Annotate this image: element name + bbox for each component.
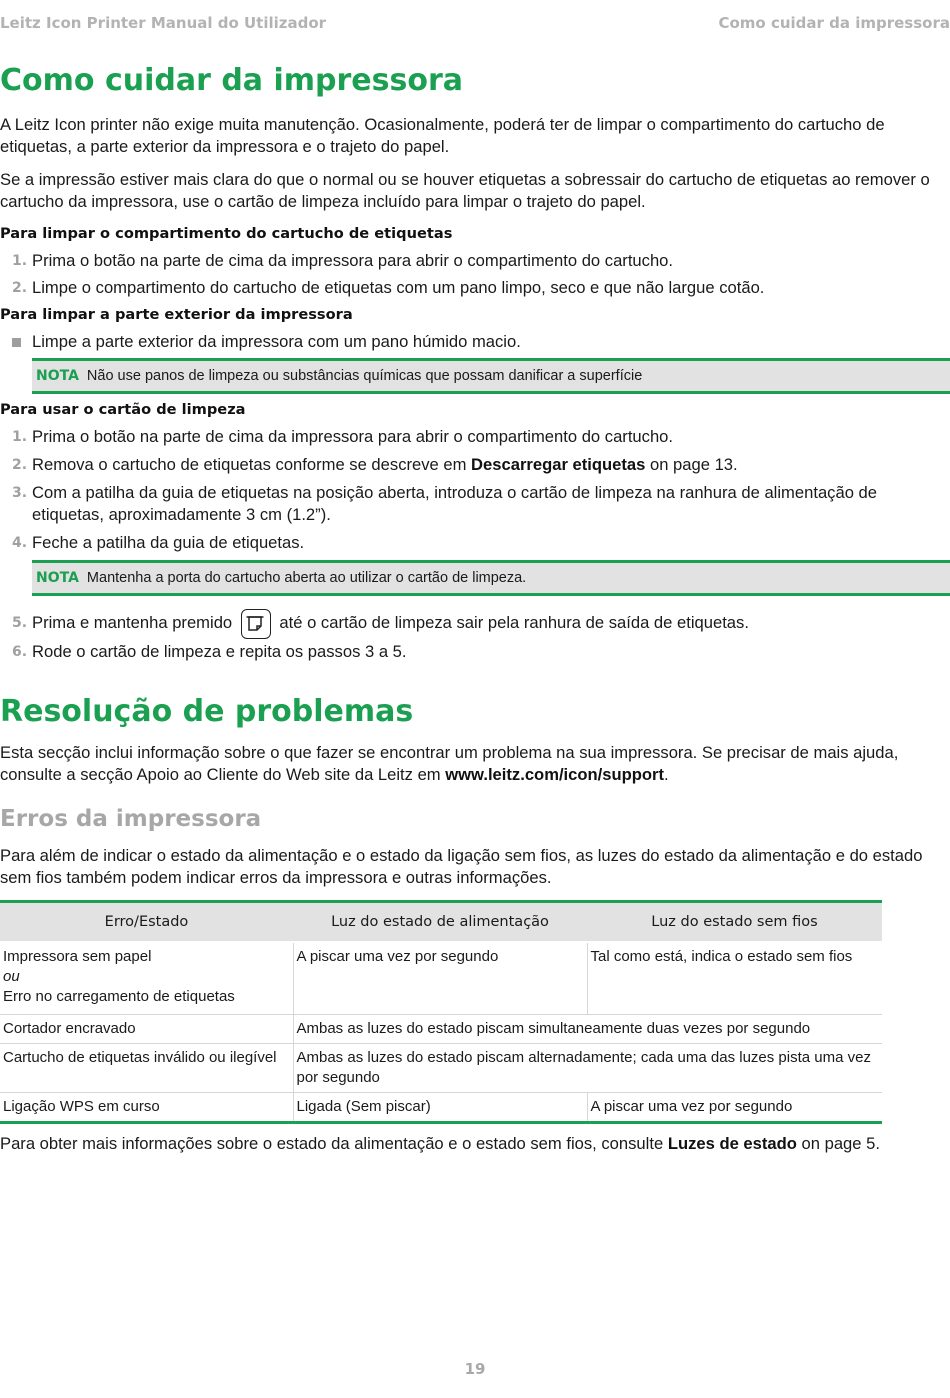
table-row — [0, 1043, 882, 1092]
table-cell-power-light: A piscar uma vez por segundo — [293, 942, 587, 1014]
exterior-bullet-item — [0, 331, 950, 353]
column-header-power-light: Luz do estado de alimentação — [293, 902, 587, 943]
cell-line-or: ou — [3, 968, 20, 985]
square-bullet-icon — [12, 338, 21, 347]
card-step-1 — [0, 426, 950, 448]
link-descarregar-etiquetas[interactable]: Descarregar etiquetas — [471, 455, 646, 474]
step-text: Feche a patilha da guia de etiquetas. — [32, 533, 305, 552]
compartment-step-1 — [0, 250, 950, 272]
table-row — [0, 1014, 882, 1043]
care-section-title: Como cuidar da impressora — [0, 63, 464, 98]
step-number: 6. — [12, 644, 28, 660]
link-support-website[interactable]: www.leitz.com/icon/support — [445, 765, 665, 784]
page-number: 19 — [464, 1360, 486, 1378]
cell-line: Erro no carregamento de etiquetas — [3, 988, 235, 1005]
column-header-wireless-light: Luz do estado sem fios — [587, 902, 882, 943]
troubleshooting-title: Resolução de problemas — [0, 694, 414, 729]
printer-errors-intro: Para além de indicar o estado da alimentação e o estado da ligação sem fios, as luzes do estado da alimentação e do estado sem fios também podem indicar erros da impressora e outras informações. — [0, 846, 923, 887]
card-step-4 — [0, 532, 950, 554]
page-content — [0, 60, 950, 1155]
header-document-title: Leitz Icon Printer Manual do Utilizador — [0, 14, 327, 32]
table-cell-power-light: Ligada (Sem piscar) — [293, 1092, 587, 1122]
step-text: Prima e mantenha premido — [32, 613, 233, 632]
card-step-2 — [0, 454, 950, 476]
table-cell-error: Cartucho de etiquetas inválido ou ilegível — [0, 1043, 293, 1092]
table-cell-error — [0, 942, 293, 1014]
troubleshooting-intro-text: Esta secção inclui informação sobre o que fazer se encontrar um problema na sua impressora. Se precisar de mais ajuda, consulte a secção Apoio ao Cliente do Web site da Leitz em — [0, 743, 899, 784]
table-cell-both-lights: Ambas as luzes do estado piscam simultaneamente duas vezes por segundo — [293, 1014, 882, 1043]
cell-line: Impressora sem papel — [3, 948, 152, 965]
step-text: Limpe o compartimento do cartucho de etiquetas com um pano limpo, seco e que não largue cotão. — [32, 278, 765, 297]
table-cell-both-lights: Ambas as luzes do estado piscam alternadamente; cada uma das luzes pista uma vez por segundo — [293, 1043, 882, 1092]
compartment-step-2 — [0, 277, 950, 299]
compartment-steps — [0, 250, 950, 299]
link-luzes-de-estado[interactable]: Luzes de estado — [667, 1133, 797, 1153]
troubleshooting-intro-end: . — [664, 765, 669, 784]
step-number: 2. — [12, 457, 28, 473]
step-text: Prima o botão na parte de cima da impressora para abrir o compartimento do cartucho. — [32, 251, 674, 270]
table-cell-error: Ligação WPS em curso — [0, 1092, 293, 1122]
table-row — [0, 1092, 882, 1122]
cleaning-card-heading: Para usar o cartão de limpeza — [0, 401, 246, 418]
care-intro-paragraph-2: Se a impressão estiver mais clara do que o normal ou se houver etiquetas a sobressair do cartucho de etiquetas ao remover o cartucho da impressora, use o cartão de limpeza incluído para limpar o trajeto do papel. — [0, 170, 930, 211]
card-step-5 — [0, 605, 950, 641]
care-intro-paragraph-1: A Leitz Icon printer não exige muita manutenção. Ocasionalmente, poderá ter de limpar o compartimento do cartucho de etiquetas, a parte exterior da impressora e o trajeto do papel. — [0, 115, 885, 156]
column-header-error: Erro/Estado — [0, 902, 293, 943]
printer-errors-title: Erros da impressora — [0, 806, 262, 832]
note-box-cartridge-door — [32, 560, 950, 596]
card-step-3 — [0, 482, 950, 526]
step-text: Rode o cartão de limpeza e repita os passos 3 a 5. — [32, 642, 407, 661]
table-cell-wireless-light: Tal como está, indica o estado sem fios — [587, 942, 882, 1014]
troubleshooting-intro — [0, 742, 950, 786]
status-lights-table — [0, 900, 882, 1124]
step-number: 4. — [12, 535, 28, 551]
table-header-row — [0, 902, 882, 943]
table-row — [0, 942, 882, 1014]
reference-text: Para obter mais informações sobre o estado da alimentação e o estado sem fios, consulte — [0, 1133, 668, 1153]
step-number: 1. — [12, 253, 28, 269]
step-number: 3. — [12, 485, 28, 501]
print-button-icon — [241, 609, 271, 639]
reference-text-end: on page 5. — [796, 1133, 880, 1153]
step-number: 2. — [12, 280, 28, 296]
step-text: Remova o cartucho de etiquetas conforme se descreve em — [32, 455, 472, 474]
note-text: Não use panos de limpeza ou substâncias químicas que possam danificar a superfície — [86, 368, 643, 384]
step-text: Prima o botão na parte de cima da impressora para abrir o compartimento do cartucho. — [32, 427, 674, 446]
note-text: Mantenha a porta do cartucho aberta ao utilizar o cartão de limpeza. — [86, 570, 527, 586]
note-label: NOTA — [36, 570, 79, 586]
step-text-suffix: on page 13. — [645, 455, 738, 474]
note-label: NOTA — [36, 368, 79, 384]
header-section-title: Como cuidar da impressora — [718, 14, 950, 32]
table-cell-wireless-light: A piscar uma vez por segundo — [587, 1092, 882, 1122]
step-text-suffix: até o cartão de limpeza sair pela ranhura de saída de etiquetas. — [279, 613, 749, 632]
table-cell-error: Cortador encravado — [0, 1014, 293, 1043]
cleaning-card-steps — [0, 426, 950, 554]
exterior-heading: Para limpar a parte exterior da impressora — [0, 306, 353, 323]
step-number: 5. — [12, 615, 28, 631]
step-text: Com a patilha da guia de etiquetas na posição aberta, introduza o cartão de limpeza na ranhura de alimentação de etiquetas, aproximadamente 3 cm (1.2”). — [32, 483, 877, 524]
cleaning-card-steps-continued — [0, 605, 950, 663]
running-header — [0, 14, 950, 36]
compartment-heading: Para limpar o compartimento do cartucho de etiquetas — [0, 225, 453, 242]
note-box-surface — [32, 358, 950, 394]
status-lights-reference — [0, 1133, 950, 1155]
bullet-text: Limpe a parte exterior da impressora com um pano húmido macio. — [32, 332, 521, 351]
step-number: 1. — [12, 429, 28, 445]
card-step-6 — [0, 641, 950, 663]
